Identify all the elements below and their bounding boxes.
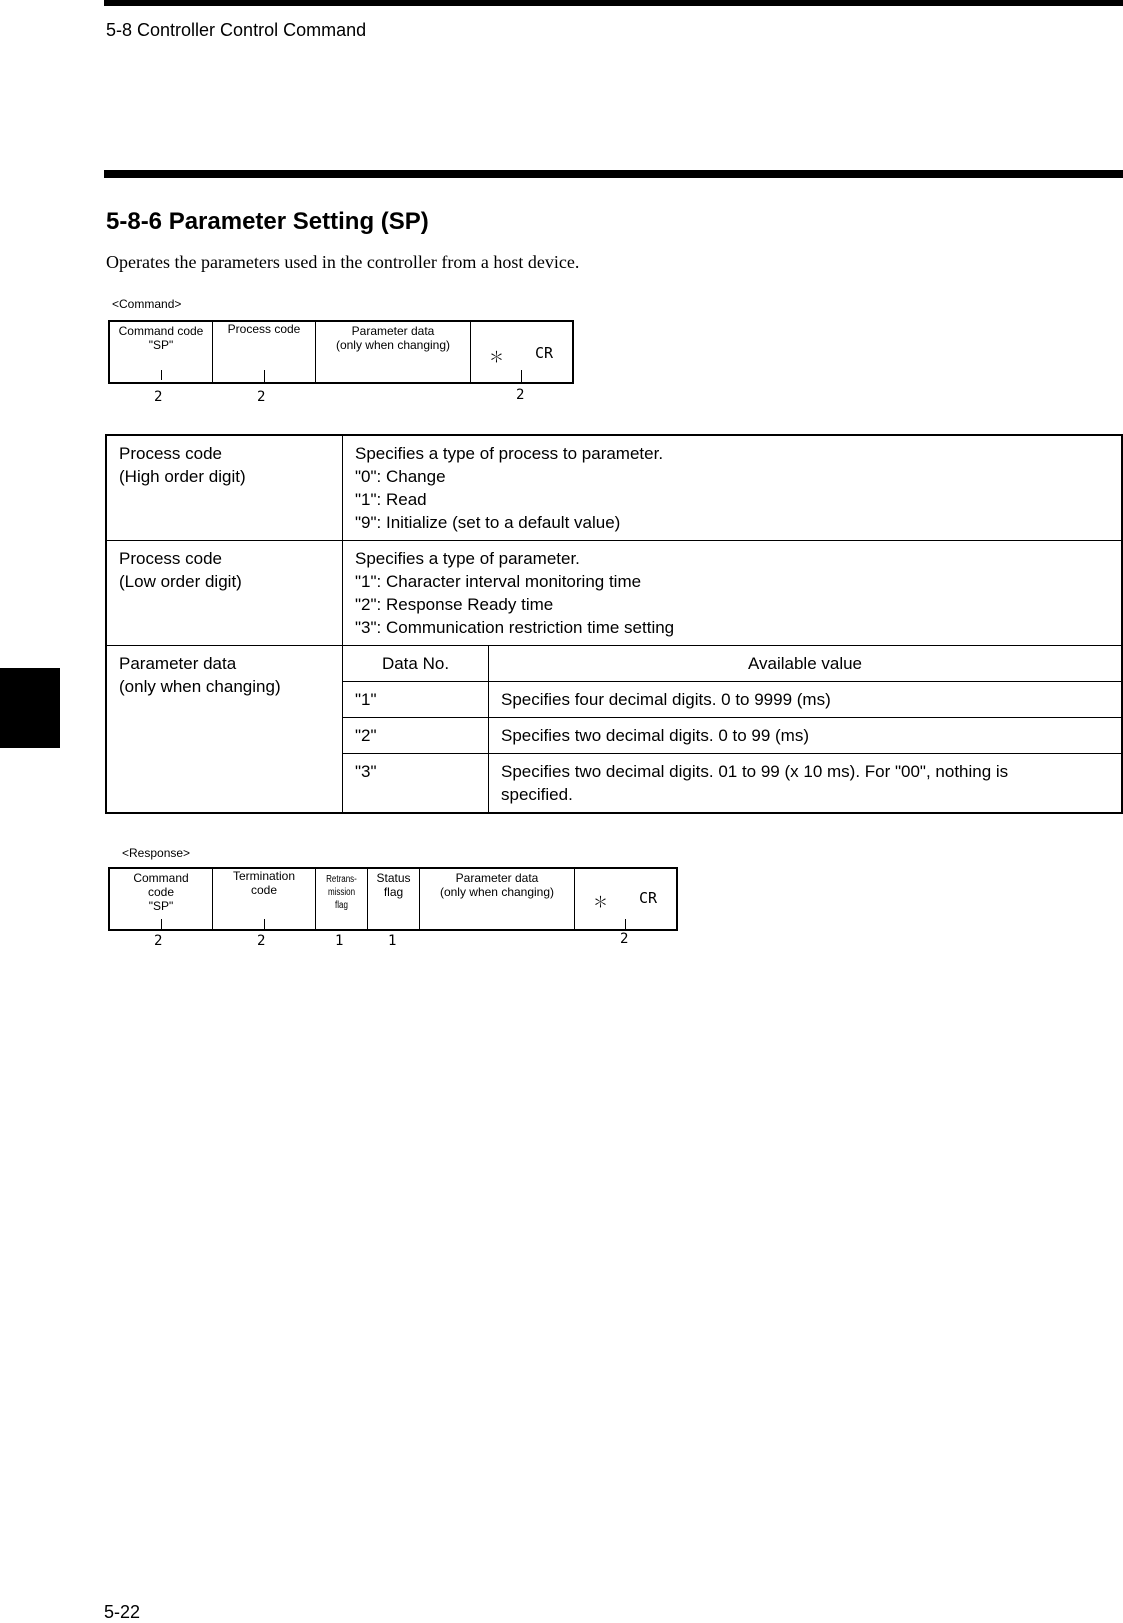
cr-symbol: CR — [639, 889, 658, 907]
byte-count: 1 — [388, 933, 397, 949]
parameter-values-cell — [343, 646, 1123, 814]
asterisk-symbol: ＊ — [489, 348, 505, 366]
header-rule — [104, 0, 1123, 6]
field-termination-code: Termination code — [213, 869, 316, 929]
field-command-code: Command code "SP" — [110, 322, 213, 382]
byte-count: 2 — [620, 931, 629, 947]
response-caption: <Response> — [122, 846, 191, 860]
intro-paragraph: Operates the parameters used in the controller from a host device. — [106, 252, 580, 272]
chapter-tab — [0, 668, 60, 748]
byte-count: 2 — [257, 933, 266, 949]
field-parameter-data: Parameter data (only when changing) — [420, 869, 575, 929]
table-row — [106, 541, 1122, 646]
field-tick — [264, 919, 265, 929]
parameter-values-table — [343, 646, 1121, 812]
table-row — [343, 754, 1121, 813]
table-row — [343, 718, 1121, 754]
row-label: Process code (High order digit) — [106, 435, 343, 541]
byte-count: 2 — [154, 389, 163, 405]
data-no: "2" — [343, 718, 489, 754]
table-row — [106, 646, 1122, 814]
command-caption: <Command> — [112, 297, 182, 311]
data-no: "3" — [343, 754, 489, 813]
row-label: Process code (Low order digit) — [106, 541, 343, 646]
command-frame — [108, 320, 574, 384]
field-parameter-data: Parameter data (only when changing) — [316, 322, 471, 382]
byte-count: 2 — [516, 387, 525, 403]
available-value: Specifies two decimal digits. 0 to 99 (ms) — [489, 718, 1122, 754]
field-process-code: Process code — [213, 322, 316, 382]
field-tick — [161, 919, 162, 929]
table-row — [106, 435, 1122, 541]
table-header-row — [343, 646, 1121, 682]
available-value: Specifies four decimal digits. 0 to 9999 (ms) — [489, 682, 1122, 718]
field-retransmission-flag: Retrans- mission flag — [316, 869, 368, 929]
byte-count: 2 — [257, 389, 266, 405]
byte-count: 2 — [154, 933, 163, 949]
running-header: 5-8 Controller Control Command — [106, 20, 367, 40]
field-terminator — [471, 322, 572, 382]
parameter-spec-table — [105, 434, 1123, 814]
byte-count: 1 — [335, 933, 344, 949]
column-header: Available value — [489, 646, 1122, 682]
row-label: Parameter data (only when changing) — [106, 646, 343, 814]
row-description: Specifies a type of parameter. "1": Character interval monitoring time "2": Response Ready time "3": Communication restriction time setting — [343, 541, 1123, 646]
field-tick — [264, 370, 265, 382]
cr-symbol: CR — [535, 344, 554, 362]
asterisk-symbol: ＊ — [593, 893, 609, 911]
data-no: "1" — [343, 682, 489, 718]
field-command-code: Command code "SP" — [110, 869, 213, 929]
field-tick — [625, 919, 626, 929]
table-row — [343, 682, 1121, 718]
field-tick — [161, 370, 162, 380]
section-title: 5-8-6 Parameter Setting (SP) — [106, 208, 429, 235]
available-value: Specifies two decimal digits. 01 to 99 (x 10 ms). For "00", nothing is specified. — [501, 762, 1009, 804]
field-tick — [521, 370, 522, 382]
column-header: Data No. — [343, 646, 489, 682]
response-frame — [108, 867, 678, 931]
row-description: Specifies a type of process to parameter. "0": Change "1": Read "9": Initialize (set to a default value) — [343, 435, 1123, 541]
field-status-flag: Status flag — [368, 869, 420, 929]
field-terminator — [575, 869, 676, 929]
page-number: 5-22 — [104, 1602, 141, 1622]
section-rule — [104, 170, 1123, 178]
